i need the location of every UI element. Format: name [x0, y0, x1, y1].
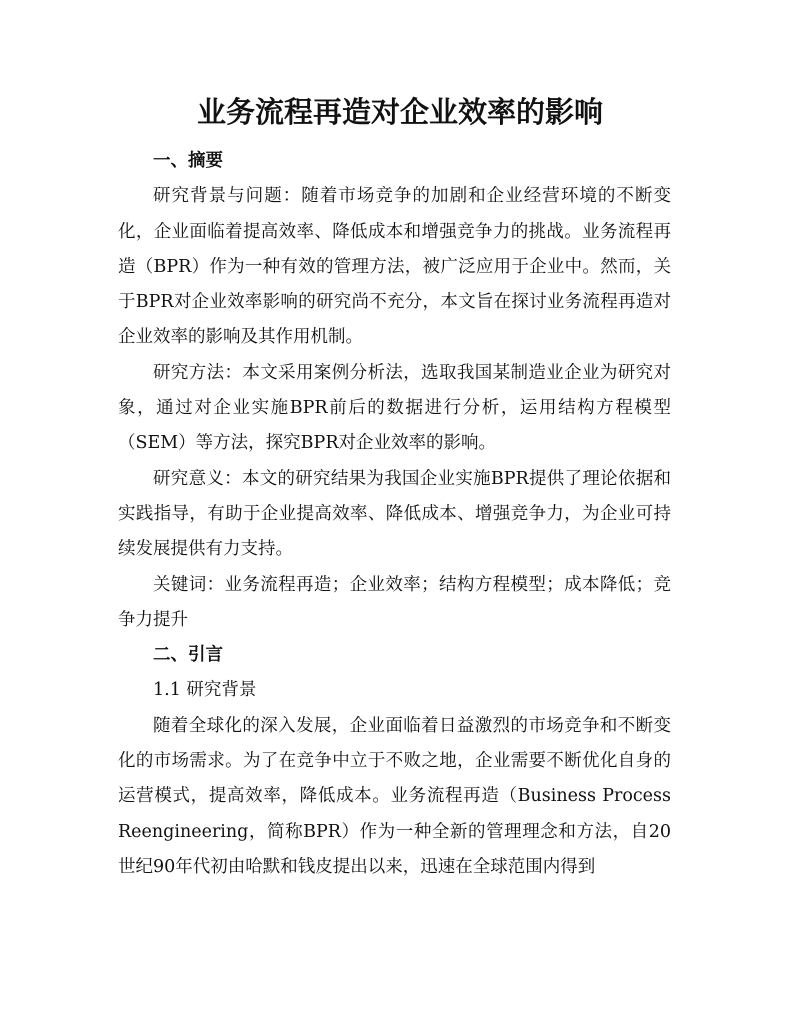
intro-heading: 二、引言	[153, 645, 223, 666]
abstract-method-paragraph: 研究方法：本文采用案例分析法，选取我国某制造业企业为研究对象，通过对企业实施BPR前后的数据进行分析，运用结构方程模型（SEM）等方法，探究BPR对企业效率的影响。	[118, 362, 671, 454]
intro-subheading: 1.1 研究背景	[153, 680, 257, 701]
document-body	[118, 144, 671, 885]
abstract-background-paragraph: 研究背景与问题：随着市场竞争的加剧和企业经营环境的不断变化，企业面临着提高效率、降低成本和增强竞争力的挑战。业务流程再造（BPR）作为一种有效的管理方法，被广泛应用于企业中。然而，关于BPR对企业效率影响的研究尚不充分，本文旨在探讨业务流程再造对企业效率的影响及其作用机制。	[118, 186, 671, 348]
keywords-paragraph: 关键词：业务流程再造；企业效率；结构方程模型；成本降低；竞争力提升	[118, 574, 671, 630]
intro-paragraph: 随着全球化的深入发展，企业面临着日益激烈的市场竞争和不断变化的市场需求。为了在竞争中立于不败之地，企业需要不断优化自身的运营模式，提高效率，降低成本。业务流程再造（Business Process Reengineering，简称BPR）作为一种全新的管理理念和方法，自20世纪90年代初由哈默和钱皮提出以来，迅速在全球范围内得到	[118, 715, 671, 877]
document-title: 业务流程再造对企业效率的影响	[196, 95, 603, 129]
abstract-heading: 一、摘要	[153, 151, 223, 171]
abstract-significance-paragraph: 研究意义：本文的研究结果为我国企业实施BPR提供了理论依据和实践指导，有助于企业提高效率、降低成本、增强竞争力，为企业可持续发展提供有力支持。	[118, 468, 671, 560]
